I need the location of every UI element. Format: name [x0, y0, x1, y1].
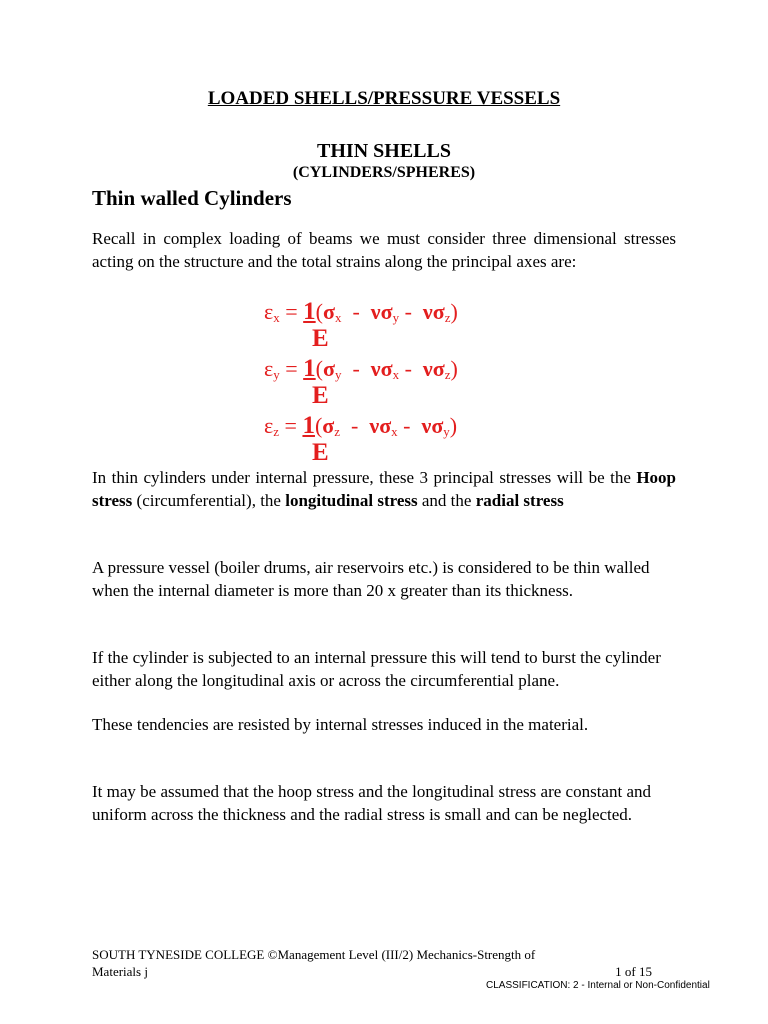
eq-term1: σ [322, 413, 335, 438]
eq-term3-sub: z [444, 310, 451, 325]
eq-equals: = [279, 299, 304, 324]
strain-equation-z: εz = 1(σz - νσx - νσy) [264, 412, 458, 439]
resisted-paragraph: These tendencies are resisted by internal stresses induced in the material. [92, 715, 589, 734]
eq-term3-sub: z [444, 367, 451, 382]
radial-stress-term: radial stress [475, 490, 564, 510]
page-title: LOADED SHELLS/PRESSURE VESSELS [207, 88, 561, 109]
eq-term2: νσ [369, 413, 392, 438]
eq-lhs-sub: y [273, 367, 280, 382]
eq-numerator: 1 [303, 355, 316, 382]
eq-term3: νσ [422, 299, 445, 324]
eq-denominator-z: E [312, 439, 329, 466]
text-segment: and the [417, 490, 476, 510]
assumption-paragraph: It may be assumed that the hoop stress and the longitudinal stress are constant and uniform across the thickness and the radial stress is small and can be neglected. [92, 782, 651, 824]
eq-denominator-y: E [312, 382, 329, 409]
strain-equation-y: εy = 1(σy - νσx - νσz) [264, 355, 458, 382]
text-segment: In thin cylinders under internal pressure, these 3 principal stresses will be the [92, 468, 637, 487]
eq-term1-sub: z [334, 424, 341, 439]
eq-denominator-x: E [312, 325, 329, 352]
principal-stresses-paragraph [92, 467, 676, 512]
burst-paragraph: If the cylinder is subjected to an internal pressure this will tend to burst the cylinder either along the longitudinal axis or across the circumferential plane. [92, 648, 661, 690]
page-footer [92, 946, 652, 980]
eq-term2-sub: x [392, 367, 400, 382]
eq-equals: = [279, 356, 304, 381]
footer-line1: SOUTH TYNESIDE COLLEGE ©Management Level (III/2) Mechanics-Strength of [92, 947, 536, 962]
eq-term2: νσ [370, 299, 393, 324]
page-number: 1 of 15 [615, 964, 652, 979]
eq-lhs: ε [264, 299, 274, 324]
eq-numerator: 1 [303, 298, 316, 325]
eq-term1-sub: x [334, 310, 342, 325]
eq-numerator: 1 [302, 412, 315, 439]
longitudinal-stress-term: longitudinal stress [285, 490, 418, 510]
hoop-stress-term: Hoop stress [92, 468, 676, 510]
eq-term3-sub: y [443, 424, 450, 439]
eq-term3: νσ [421, 413, 444, 438]
eq-term1-sub: y [334, 367, 342, 382]
pressure-vessel-paragraph: A pressure vessel (boiler drums, air reservoirs etc.) is considered to be thin walled when the internal diameter is more than 20 x greater than its thickness. [92, 558, 650, 600]
classification-label: CLASSIFICATION: 2 - Internal or Non-Confidential [486, 980, 710, 991]
eq-term3: νσ [422, 356, 445, 381]
eq-term1: σ [323, 356, 335, 381]
intro-paragraph: Recall in complex loading of beams we must consider three dimensional stresses acting on the structure and the total strains along the principal axes are: [92, 229, 676, 271]
eq-lhs: ε [264, 356, 274, 381]
eq-lhs: ε [264, 413, 274, 438]
text-segment: (circumferential), the [132, 490, 286, 510]
eq-term1: σ [323, 299, 335, 324]
eq-lhs-sub: x [273, 310, 280, 325]
footer-line2: Materials j [92, 964, 148, 979]
heading-thin-shells: THIN SHELLS [317, 140, 451, 162]
eq-term2-sub: x [391, 424, 398, 439]
eq-equals: = [279, 413, 303, 438]
eq-lhs-sub: z [273, 424, 280, 439]
eq-term2-sub: y [392, 310, 400, 325]
heading-cylinders-spheres: (CYLINDERS/SPHERES) [292, 164, 476, 181]
heading-thin-walled-cylinders: Thin walled Cylinders [92, 186, 292, 210]
eq-term2: νσ [370, 356, 393, 381]
strain-equation-x: εx = 1(σx - νσy - νσz) [264, 298, 458, 325]
